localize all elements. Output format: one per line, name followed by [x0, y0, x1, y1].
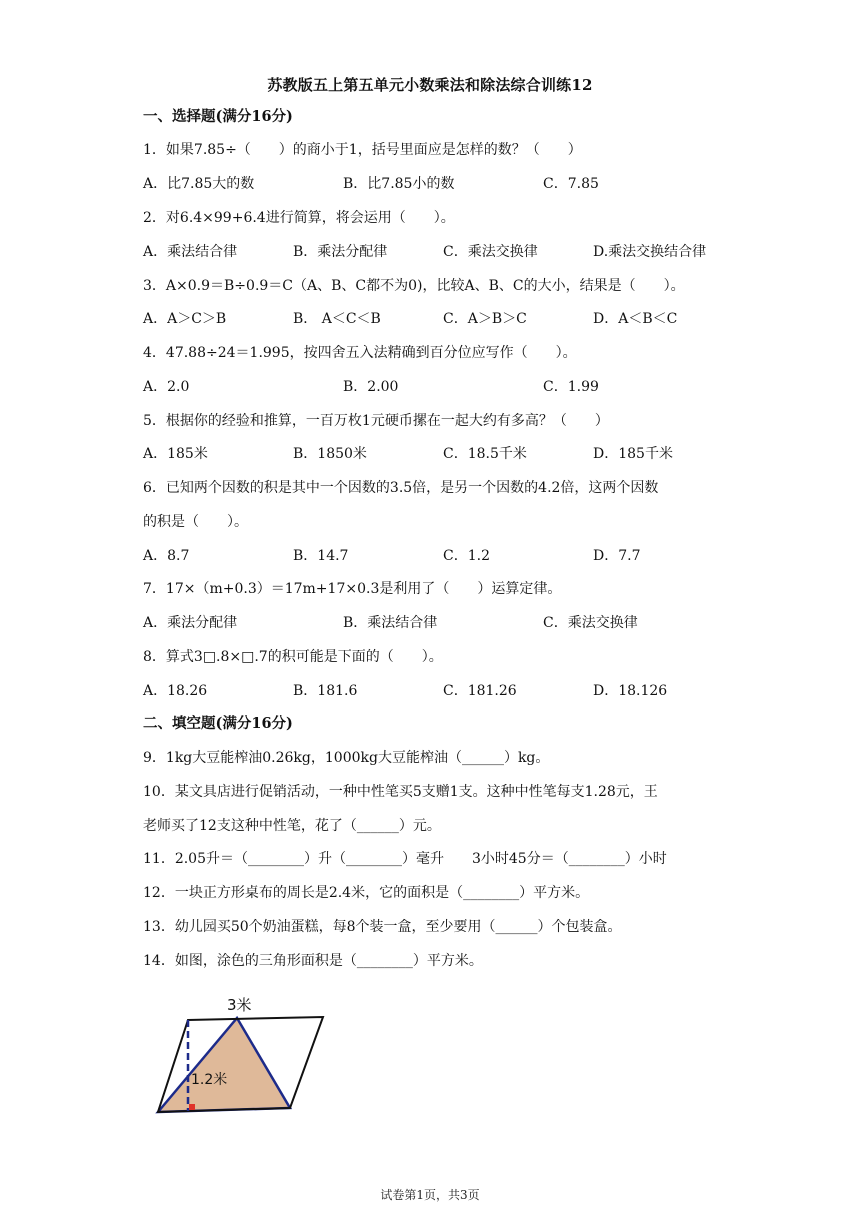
- question-11: 11．2.05升＝（________）升（________）毫升 3小时45分＝（________）小时: [143, 851, 667, 867]
- question-3-stem: 3．A×0.9＝B÷0.9＝C（A、B、C都不为0)，比较A、B、C的大小，结果是（ ）。: [143, 278, 685, 294]
- question-6-stem-line1: 6．已知两个因数的积是其中一个因数的3.5倍，是另一个因数的4.2倍，这两个因数: [143, 480, 659, 496]
- question-4-options: [143, 377, 783, 397]
- option-d: D．7.7: [593, 548, 641, 564]
- parallelogram-figure: [145, 990, 335, 1120]
- section-heading-fill: 二、填空题(满分16分): [143, 715, 293, 732]
- option-b: B．1850米: [293, 446, 367, 462]
- question-3-options: [143, 309, 783, 329]
- option-d: D．A＜B＜C: [593, 311, 678, 327]
- option-a: A．8.7: [143, 548, 190, 564]
- top-length-label: 3米: [227, 996, 252, 1014]
- right-angle-mark: [189, 1104, 195, 1110]
- question-6-stem-line2: 的积是（ ）。: [143, 514, 248, 530]
- option-d: D．185千米: [593, 446, 673, 462]
- question-12: 12．一块正方形桌布的周长是2.4米，它的面积是（________）平方米。: [143, 885, 590, 901]
- question-14: 14．如图，涂色的三角形面积是（________）平方米。: [143, 953, 483, 969]
- option-a: A．185米: [143, 446, 208, 462]
- option-a: A．比7.85大的数: [143, 176, 255, 192]
- question-1-options: [143, 174, 783, 194]
- option-a: A．2.0: [143, 379, 190, 395]
- option-b: B． A＜C＜B: [293, 311, 381, 327]
- question-2-stem: 2．对6.4×99+6.4进行简算，将会运用（ ）。: [143, 210, 455, 226]
- question-9: 9．1kg大豆能榨油0.26kg，1000kg大豆能榨油（______）kg。: [143, 750, 550, 766]
- question-8-stem: 8．算式3□.8×□.7的积可能是下面的（ ）。: [143, 649, 443, 665]
- question-7-options: [143, 613, 783, 633]
- question-4-stem: 4．47.88÷24＝1.995，按四舍五入法精确到百分位应写作（ ）。: [143, 345, 577, 361]
- option-c: C．18.5千米: [443, 446, 527, 462]
- option-b: B．比7.85小的数: [343, 176, 455, 192]
- section-heading-choice: 一、选择题(满分16分): [143, 108, 293, 125]
- option-d: D.乘法交换结合律: [593, 244, 707, 260]
- height-label: 1.2米: [191, 1072, 228, 1088]
- option-a: A．18.26: [143, 683, 208, 699]
- option-a: A．A＞C＞B: [143, 311, 227, 327]
- option-d: D．18.126: [593, 683, 668, 699]
- option-b: B．14.7: [293, 548, 349, 564]
- question-5-stem: 5．根据你的经验和推算，一百万枚1元硬币摞在一起大约有多高？（ ）: [143, 413, 609, 429]
- option-c: C．7.85: [543, 176, 599, 192]
- option-c: C．1.2: [443, 548, 490, 564]
- question-8-options: [143, 681, 783, 701]
- option-c: C．1.99: [543, 379, 599, 395]
- option-a: A．乘法结合律: [143, 244, 238, 260]
- question-10-line2: 老师买了12支这种中性笔，花了（______）元。: [143, 818, 441, 834]
- question-6-options: [143, 546, 783, 566]
- option-a: A．乘法分配律: [143, 615, 238, 631]
- option-c: C．乘法交换律: [543, 615, 638, 631]
- shaded-triangle: [158, 1018, 290, 1112]
- option-b: B．乘法分配律: [293, 244, 388, 260]
- option-c: C．A＞B＞C: [443, 311, 527, 327]
- option-b: B．乘法结合律: [343, 615, 438, 631]
- option-c: C．181.26: [443, 683, 517, 699]
- option-b: B．181.6: [293, 683, 358, 699]
- question-7-stem: 7．17×（m+0.3）＝17m+17×0.3是利用了（ ）运算定律。: [143, 581, 562, 597]
- page-title: 苏教版五上第五单元小数乘法和除法综合训练12: [267, 76, 593, 94]
- question-10-line1: 10．某文具店进行促销活动，一种中性笔买5支赠1支。这种中性笔每支1.28元，王: [143, 784, 658, 800]
- question-1-stem: 1．如果7.85÷（ ）的商小于1，括号里面应是怎样的数？（ ）: [143, 142, 582, 158]
- question-13: 13．幼儿园买50个奶油蛋糕，每8个装一盒，至少要用（______）个包装盒。: [143, 919, 622, 935]
- option-c: C．乘法交换律: [443, 244, 538, 260]
- question-5-options: [143, 444, 783, 464]
- option-b: B．2.00: [343, 379, 399, 395]
- question-2-options: [143, 242, 783, 262]
- page-footer: 试卷第1页，共3页: [380, 1188, 480, 1202]
